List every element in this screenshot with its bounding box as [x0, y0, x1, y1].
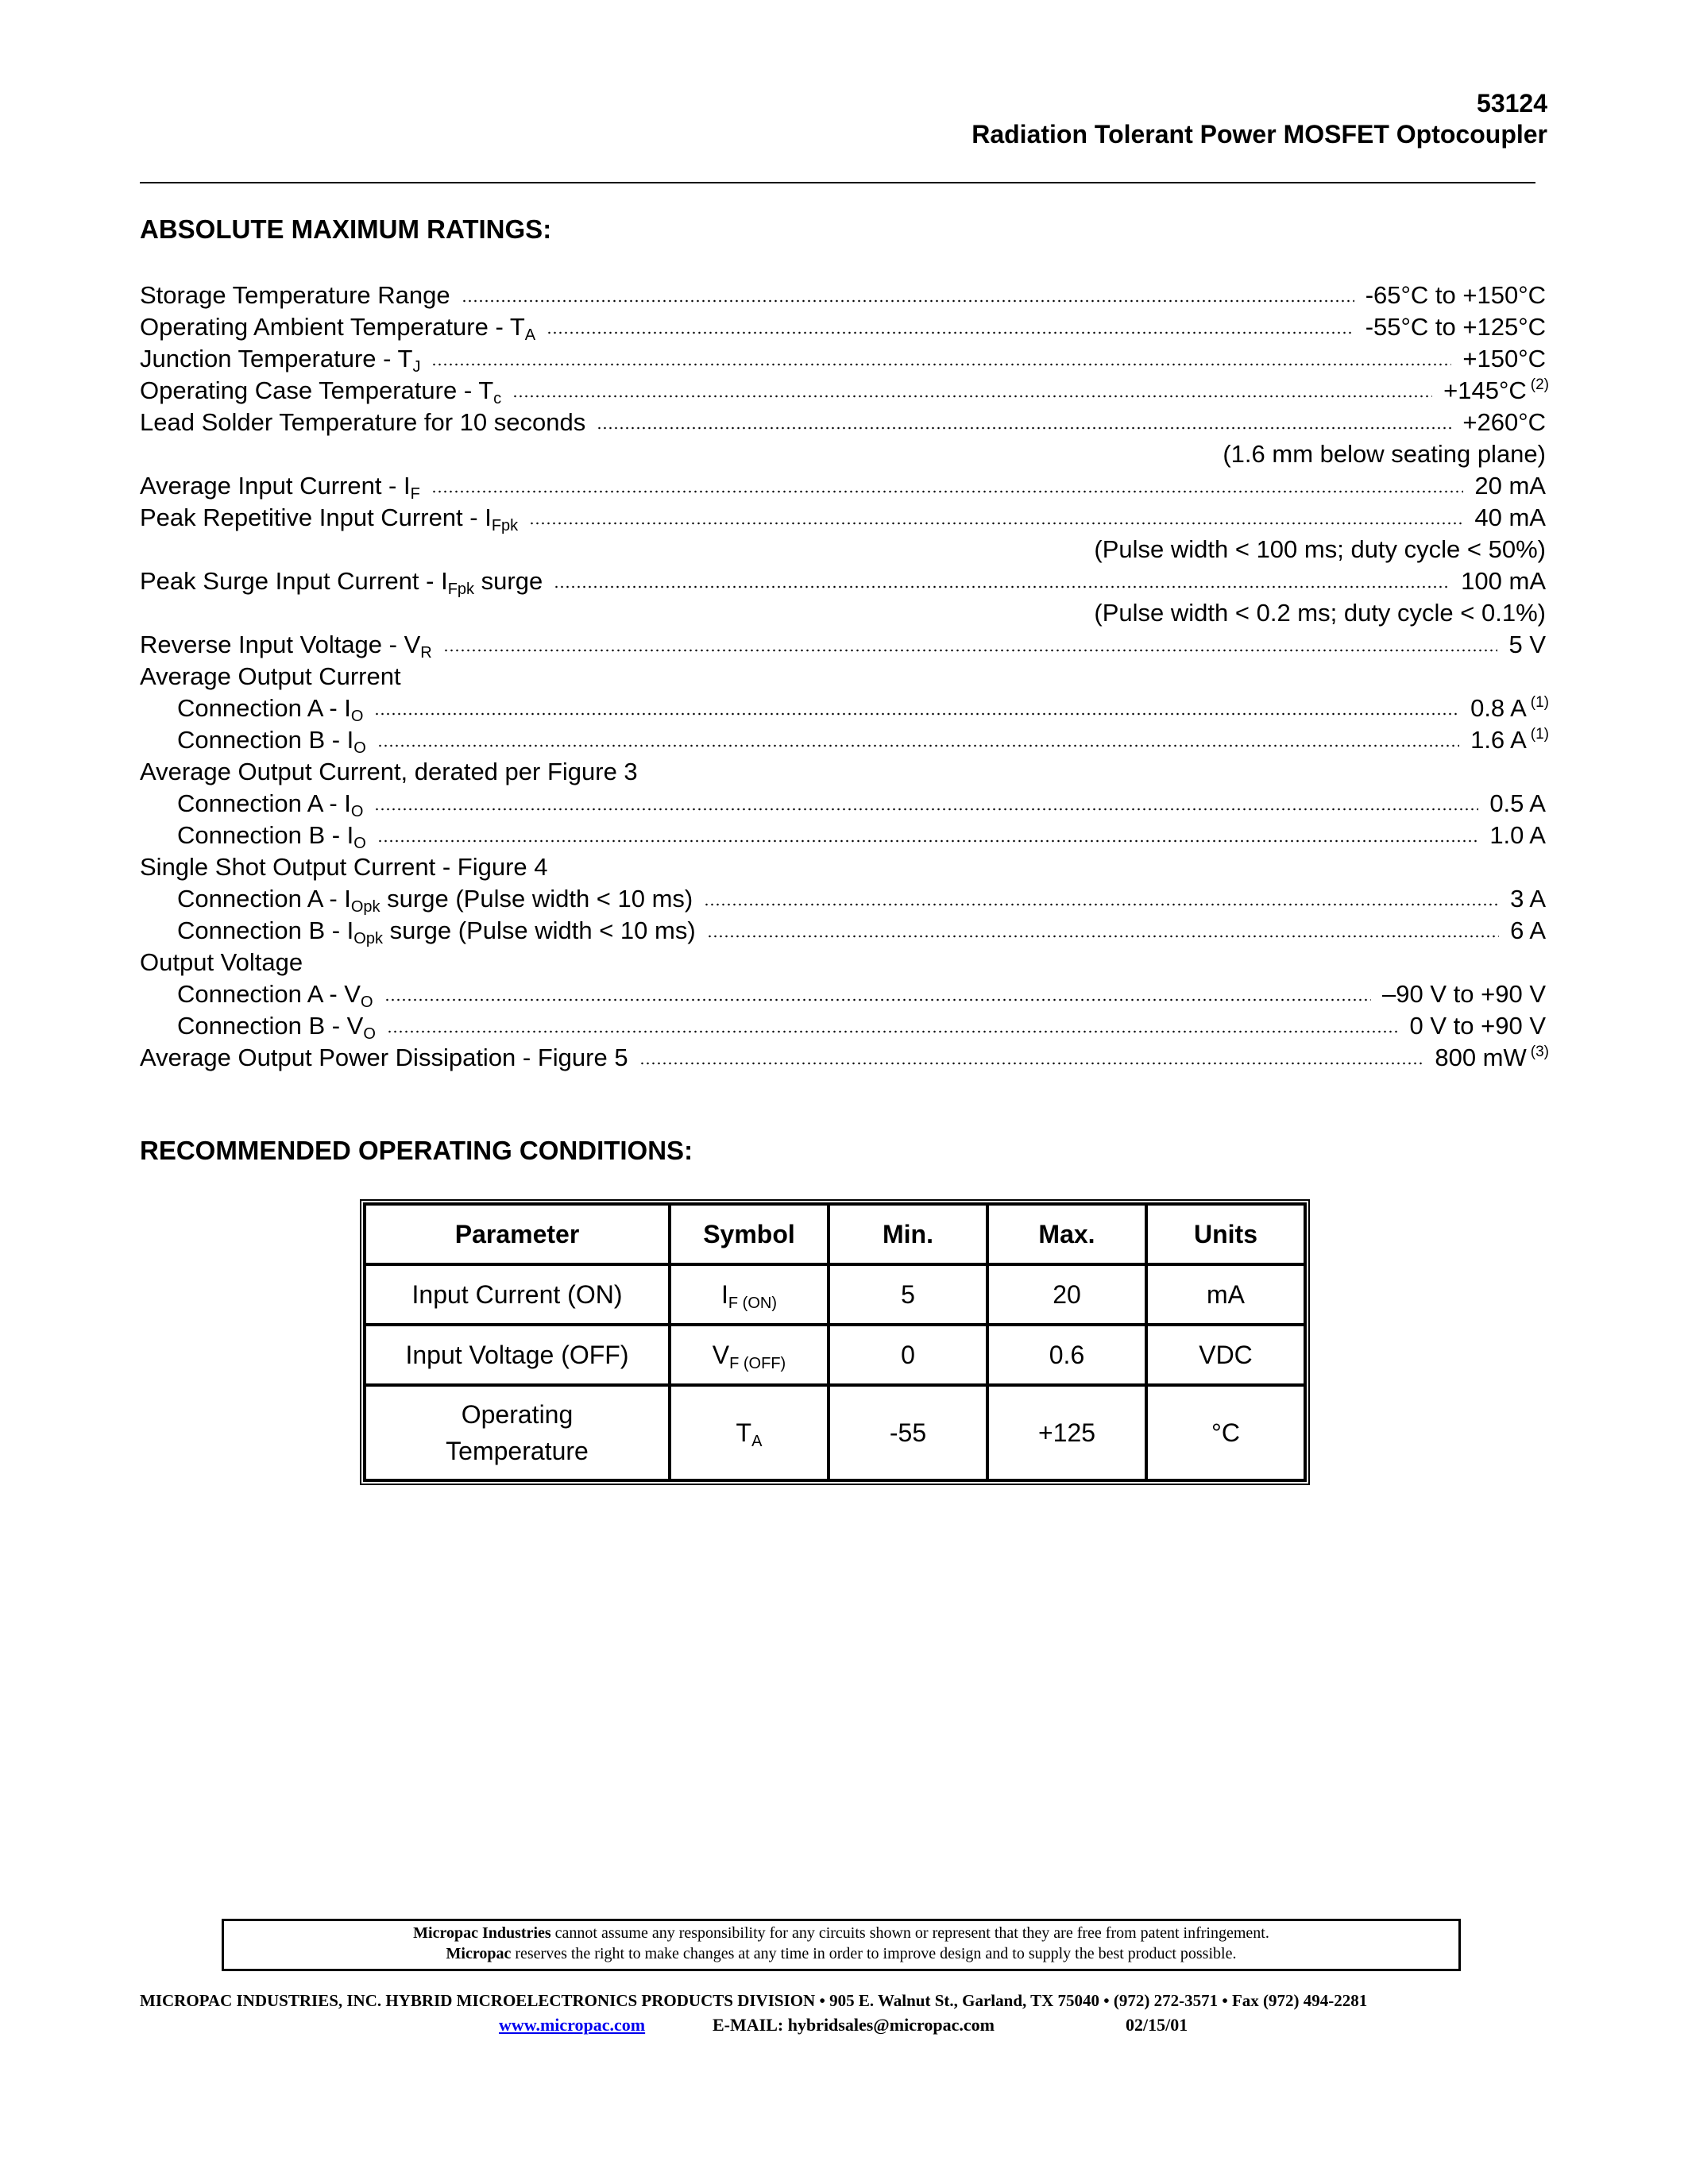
col-header: Min. — [829, 1204, 987, 1264]
rating-row — [140, 915, 1549, 947]
rating-value — [1489, 788, 1549, 820]
symbol-cell — [670, 1325, 829, 1385]
rec-op-heading: RECOMMENDED OPERATING CONDITIONS: — [140, 1136, 693, 1165]
value-text: 0 V to +90 V — [1409, 1012, 1546, 1040]
dot-leader — [707, 935, 1499, 938]
label-text: Connection A - I — [177, 885, 351, 913]
label-subscript: Opk — [353, 930, 383, 947]
label-subscript: O — [363, 1025, 376, 1043]
value-text: –90 V to +90 V — [1382, 980, 1546, 1008]
disclaimer-line-2 — [224, 1943, 1458, 1964]
symbol-cell — [670, 1264, 829, 1325]
rating-label — [140, 629, 432, 661]
rating-label — [140, 375, 501, 407]
label-text: Peak Repetitive Input Current - I — [140, 504, 492, 531]
company-address: MICROPAC INDUSTRIES, INC. HYBRID MICROELECTRONICS PRODUCTS DIVISION • 905 E. Walnut St., Garland, TX 75040 • (972) 272-3571 • Fax (972) 494-2281 — [140, 1991, 1368, 2010]
dot-leader — [374, 808, 1478, 811]
value-text: 40 mA — [1474, 504, 1546, 531]
label-text: Average Output Power Dissipation - Figure 5 — [140, 1044, 628, 1071]
rating-group-heading — [140, 851, 1549, 883]
label-subscript: O — [353, 835, 366, 852]
rating-value — [1462, 343, 1549, 375]
dot-leader — [704, 903, 1499, 906]
table-row — [365, 1264, 1305, 1325]
rating-value — [1510, 915, 1549, 947]
disclaimer-line-1 — [224, 1923, 1458, 1943]
abs-max-heading: ABSOLUTE MAXIMUM RATINGS: — [140, 214, 552, 244]
units-cell: mA — [1146, 1264, 1305, 1325]
label-suffix: surge (Pulse width < 10 ms) — [380, 885, 693, 913]
rating-value — [1510, 883, 1549, 915]
label-suffix: surge — [474, 567, 543, 595]
value-text: -55°C to +125°C — [1365, 313, 1546, 341]
rating-label — [140, 1042, 628, 1074]
parameter-cell: Input Voltage (OFF) — [365, 1325, 670, 1385]
label-subscript: Fpk — [447, 581, 475, 598]
parameter-cell — [365, 1385, 670, 1480]
footnote-ref: (1) — [1530, 726, 1549, 743]
label-subscript: F — [410, 485, 420, 503]
col-header: Units — [1146, 1204, 1305, 1264]
symbol: T — [736, 1418, 752, 1447]
label-subscript: Opk — [350, 898, 380, 916]
abs-max-ratings-list — [140, 280, 1549, 1074]
label-suffix: surge (Pulse width < 10 ms) — [382, 916, 696, 944]
table-header-row — [365, 1204, 1305, 1264]
dot-leader — [554, 585, 1450, 588]
rating-value — [1443, 375, 1549, 407]
footnote-ref: (1) — [1530, 694, 1549, 711]
footnote-ref: (3) — [1530, 1044, 1549, 1060]
symbol-sub: F (OFF) — [729, 1354, 786, 1372]
rating-value — [1461, 565, 1549, 597]
label-text: (Pulse width < 100 ms; duty cycle < 50%) — [1094, 535, 1546, 563]
value-text: 0.8 A — [1470, 694, 1527, 722]
symbol-sub: F (ON) — [728, 1294, 777, 1312]
dot-leader — [384, 998, 1372, 1001]
value-text: -65°C to +150°C — [1365, 281, 1546, 309]
value-text: 0.5 A — [1489, 789, 1546, 817]
label-text: Connection A - I — [177, 789, 351, 817]
label-text: Peak Surge Input Current - I — [140, 567, 448, 595]
dot-leader — [374, 712, 1459, 716]
rating-row — [140, 343, 1549, 375]
label-text: Connection A - I — [177, 694, 351, 722]
document-title: Radiation Tolerant Power MOSFET Optocoupler — [971, 120, 1547, 149]
symbol-cell — [670, 1385, 829, 1480]
value-text: 5 V — [1508, 631, 1546, 658]
part-number: 53124 — [1477, 89, 1547, 118]
rating-row — [140, 978, 1549, 1010]
label-text: Connection A - V — [177, 980, 361, 1008]
label-text: Connection B - V — [177, 1012, 364, 1040]
rating-label — [1094, 534, 1546, 565]
value-text: +150°C — [1462, 345, 1546, 372]
label-text: Junction Temperature - T — [140, 345, 413, 372]
value-text: +145°C — [1443, 376, 1527, 404]
rating-label — [177, 883, 693, 915]
label-text: Storage Temperature Range — [140, 281, 450, 309]
email-text: E-MAIL: hybridsales@micropac.com — [713, 2015, 995, 2035]
rating-label — [177, 915, 696, 947]
label-text: Connection B - I — [177, 726, 354, 754]
label-text: Connection B - I — [177, 821, 354, 849]
header-divider — [140, 182, 1535, 183]
rating-label — [177, 978, 373, 1010]
dot-leader — [431, 363, 1451, 366]
rating-value — [1470, 724, 1549, 756]
max-cell: +125 — [987, 1385, 1146, 1480]
rating-row — [140, 311, 1549, 343]
rating-group-heading — [140, 947, 1549, 978]
rating-label — [177, 1010, 376, 1042]
rating-row — [140, 788, 1549, 820]
rating-value — [1474, 470, 1549, 502]
rating-label — [140, 470, 420, 502]
value-text: +260°C — [1462, 408, 1546, 436]
rec-op-table — [360, 1199, 1310, 1485]
label-text: Lead Solder Temperature for 10 seconds — [140, 408, 586, 436]
rating-row — [140, 407, 1549, 438]
rating-value — [1474, 502, 1549, 534]
label-subscript: O — [360, 994, 373, 1011]
rating-label — [140, 756, 638, 788]
disclaimer-box — [222, 1919, 1461, 1971]
label-subscript: c — [493, 390, 502, 407]
units-cell: VDC — [1146, 1325, 1305, 1385]
label-subscript: O — [350, 708, 364, 725]
value-text: 1.0 A — [1489, 821, 1546, 849]
rating-label — [177, 820, 366, 851]
dot-leader — [462, 299, 1354, 303]
table-row — [365, 1385, 1305, 1480]
label-subscript: A — [524, 326, 536, 344]
rating-row — [140, 375, 1549, 407]
dot-leader — [529, 522, 1463, 525]
symbol-sub: A — [751, 1433, 763, 1450]
symbol: I — [721, 1279, 728, 1309]
value-text: 20 mA — [1474, 472, 1546, 500]
value-text: 6 A — [1510, 916, 1546, 944]
rating-value — [1365, 311, 1549, 343]
rating-value — [1489, 820, 1549, 851]
rating-label — [140, 851, 547, 883]
label-subscript: Fpk — [491, 517, 519, 534]
rating-label — [140, 311, 535, 343]
rating-label — [140, 947, 303, 978]
disclaimer-text: cannot assume any responsibility for any circuits shown or represent that they are free from patent infringement. — [550, 1924, 1269, 1942]
label-text: Average Output Current, derated per Figure 3 — [140, 758, 638, 785]
rating-note — [140, 438, 1549, 470]
disclaimer-text: reserves the right to make changes at any time in order to improve design and to supply the best product possible. — [511, 1945, 1237, 1962]
rating-row — [140, 629, 1549, 661]
label-subscript: O — [350, 803, 364, 820]
rating-note — [140, 534, 1549, 565]
rating-label — [140, 565, 543, 597]
rating-label — [1223, 438, 1546, 470]
rating-value — [1382, 978, 1549, 1010]
rating-value — [1462, 407, 1549, 438]
rating-label — [177, 724, 366, 756]
rating-label — [140, 502, 518, 534]
symbol: V — [712, 1340, 730, 1369]
label-text: Reverse Input Voltage - V — [140, 631, 421, 658]
rating-row — [140, 470, 1549, 502]
label-text: Single Shot Output Current - Figure 4 — [140, 853, 548, 881]
rating-row — [140, 280, 1549, 311]
website-link[interactable]: www.micropac.com — [499, 2015, 646, 2035]
rating-label — [140, 280, 450, 311]
table-row — [365, 1325, 1305, 1385]
value-text: 3 A — [1510, 885, 1546, 913]
units-cell: °C — [1146, 1385, 1305, 1480]
dot-leader — [377, 744, 1459, 747]
value-text: 800 mW — [1435, 1044, 1527, 1071]
min-cell: -55 — [829, 1385, 987, 1480]
footnote-ref: (2) — [1530, 376, 1549, 393]
rating-group-heading — [140, 661, 1549, 693]
label-subscript: R — [420, 644, 432, 662]
dot-leader — [443, 649, 1498, 652]
col-header: Symbol — [670, 1204, 829, 1264]
parameter-text: Operating Temperature — [446, 1400, 589, 1465]
company-name: Micropac Industries — [413, 1924, 551, 1942]
col-header: Parameter — [365, 1204, 670, 1264]
value-text: 100 mA — [1461, 567, 1546, 595]
rating-label — [177, 693, 363, 724]
dot-leader — [512, 395, 1432, 398]
dot-leader — [597, 426, 1451, 430]
rating-value — [1410, 1010, 1549, 1042]
dot-leader — [377, 839, 1478, 843]
label-text: (Pulse width < 0.2 ms; duty cycle < 0.1%) — [1094, 599, 1546, 627]
dot-leader — [431, 490, 1464, 493]
label-subscript: O — [353, 739, 366, 757]
rating-row — [140, 693, 1549, 724]
rating-label — [1094, 597, 1546, 629]
label-text: Operating Case Temperature - T — [140, 376, 494, 404]
rating-value — [1435, 1042, 1549, 1074]
label-text: (1.6 mm below seating plane) — [1223, 440, 1546, 468]
rating-label — [140, 343, 420, 375]
label-text: Connection B - I — [177, 916, 354, 944]
min-cell: 0 — [829, 1325, 987, 1385]
rating-value — [1470, 693, 1549, 724]
rating-value — [1508, 629, 1549, 661]
rating-value — [1365, 280, 1549, 311]
company-name: Micropac — [446, 1945, 512, 1962]
rating-row — [140, 1042, 1549, 1074]
rating-row — [140, 820, 1549, 851]
parameter-cell: Input Current (ON) — [365, 1264, 670, 1325]
rating-note — [140, 597, 1549, 629]
max-cell: 20 — [987, 1264, 1146, 1325]
rating-row — [140, 565, 1549, 597]
rating-label — [140, 407, 585, 438]
label-text: Operating Ambient Temperature - T — [140, 313, 525, 341]
label-text: Average Input Current - I — [140, 472, 411, 500]
document-date: 02/15/01 — [1126, 2015, 1188, 2035]
dot-leader — [387, 1030, 1399, 1033]
label-subscript: J — [412, 358, 421, 376]
rating-row — [140, 502, 1549, 534]
max-cell: 0.6 — [987, 1325, 1146, 1385]
label-text: Average Output Current — [140, 662, 401, 690]
label-text: Output Voltage — [140, 948, 303, 976]
rating-label — [140, 661, 401, 693]
rating-row — [140, 724, 1549, 756]
rating-group-heading — [140, 756, 1549, 788]
rating-row — [140, 883, 1549, 915]
col-header: Max. — [987, 1204, 1146, 1264]
value-text: 1.6 A — [1470, 726, 1527, 754]
dot-leader — [547, 331, 1354, 334]
dot-leader — [639, 1062, 1424, 1065]
rating-row — [140, 1010, 1549, 1042]
rating-label — [177, 788, 363, 820]
min-cell: 5 — [829, 1264, 987, 1325]
